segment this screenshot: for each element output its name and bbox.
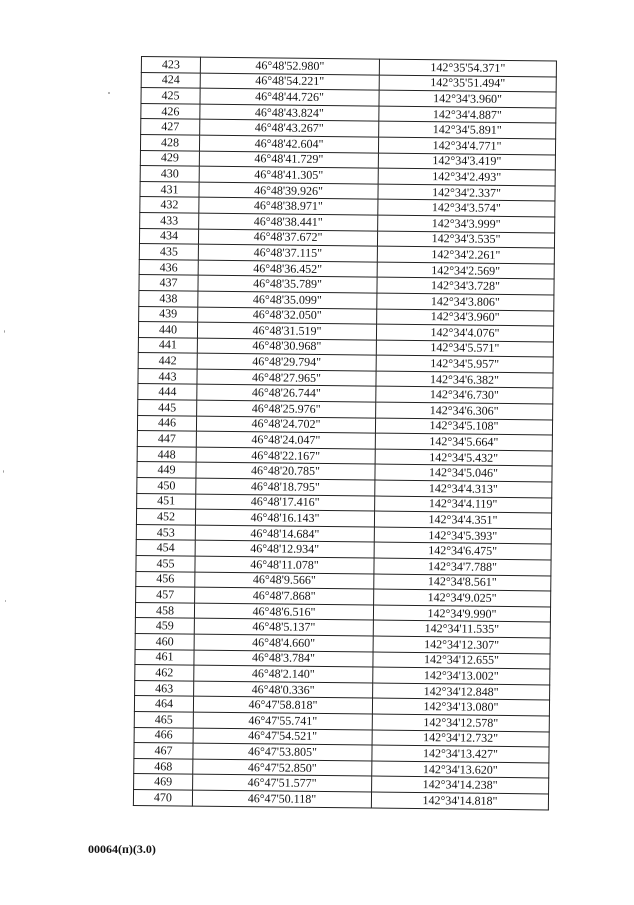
- latitude-cell: 46°48'18.795": [196, 478, 375, 496]
- point-number-cell: 458: [135, 602, 194, 618]
- point-number-cell: 451: [137, 493, 196, 509]
- latitude-cell: 46°48'20.785": [196, 463, 375, 481]
- longitude-cell: 142°34'8.561": [374, 574, 551, 592]
- latitude-cell: 46°48'6.516": [194, 603, 373, 621]
- latitude-cell: 46°47'58.818": [193, 696, 372, 714]
- longitude-cell: 142°34'12.732": [372, 730, 549, 748]
- longitude-cell: 142°34'9.990": [373, 605, 550, 623]
- point-number-cell: 448: [137, 446, 196, 462]
- point-number-cell: 463: [135, 680, 194, 696]
- scan-speck: [4, 330, 5, 333]
- point-number-cell: 466: [134, 727, 193, 743]
- longitude-cell: 142°34'6.475": [374, 542, 551, 560]
- point-number-cell: 461: [135, 649, 194, 665]
- latitude-cell: 46°48'39.926": [199, 182, 378, 200]
- longitude-cell: 142°35'51.494": [379, 75, 556, 93]
- longitude-cell: 142°34'13.002": [373, 667, 550, 685]
- point-number-cell: 456: [136, 571, 195, 587]
- point-number-cell: 432: [140, 197, 199, 213]
- longitude-cell: 142°34'5.571": [376, 340, 553, 358]
- longitude-cell: 142°34'5.664": [375, 433, 552, 451]
- latitude-cell: 46°48'41.729": [199, 151, 378, 169]
- point-number-cell: 449: [137, 462, 196, 478]
- longitude-cell: 142°34'3.728": [377, 277, 554, 295]
- latitude-cell: 46°48'52.980": [200, 57, 379, 75]
- scan-speck: [5, 600, 6, 602]
- longitude-cell: 142°34'5.393": [374, 527, 551, 545]
- point-number-cell: 430: [140, 166, 199, 182]
- point-number-cell: 433: [140, 212, 199, 228]
- latitude-cell: 46°48'4.660": [194, 634, 373, 652]
- point-number-cell: 435: [139, 244, 198, 260]
- latitude-cell: 46°47'52.850": [193, 759, 372, 777]
- point-number-cell: 425: [141, 88, 200, 104]
- point-number-cell: 439: [139, 306, 198, 322]
- latitude-cell: 46°48'17.416": [196, 494, 375, 512]
- latitude-cell: 46°48'54.221": [200, 73, 379, 91]
- longitude-cell: 142°34'4.887": [379, 106, 556, 124]
- longitude-cell: 142°34'5.957": [376, 355, 553, 373]
- longitude-cell: 142°34'9.025": [374, 589, 551, 607]
- point-number-cell: 436: [139, 259, 198, 275]
- latitude-cell: 46°47'55.741": [193, 712, 372, 730]
- longitude-cell: 142°34'12.578": [372, 714, 549, 732]
- longitude-cell: 142°34'14.818": [371, 792, 548, 810]
- point-number-cell: 441: [138, 337, 197, 353]
- longitude-cell: 142°34'12.307": [373, 636, 550, 654]
- latitude-cell: 46°48'24.047": [196, 431, 375, 449]
- point-number-cell: 428: [140, 134, 199, 150]
- latitude-cell: 46°48'30.968": [197, 338, 376, 356]
- latitude-cell: 46°48'37.115": [198, 244, 377, 262]
- point-number-cell: 426: [141, 103, 200, 119]
- latitude-cell: 46°48'41.305": [199, 166, 378, 184]
- latitude-cell: 46°48'2.140": [194, 665, 373, 683]
- document-code: 00064(п)(3.0): [88, 842, 156, 856]
- latitude-cell: 46°48'35.099": [198, 291, 377, 309]
- longitude-cell: 142°34'5.046": [375, 464, 552, 482]
- longitude-cell: 142°34'4.313": [375, 480, 552, 498]
- latitude-cell: 46°48'22.167": [196, 447, 375, 465]
- latitude-cell: 46°47'53.805": [193, 743, 372, 761]
- point-number-cell: 450: [137, 478, 196, 494]
- longitude-cell: 142°34'4.771": [378, 137, 555, 155]
- point-number-cell: 457: [136, 587, 195, 603]
- latitude-cell: 46°48'44.726": [200, 88, 379, 106]
- latitude-cell: 46°48'32.050": [198, 307, 377, 325]
- latitude-cell: 46°47'54.521": [193, 728, 372, 746]
- latitude-cell: 46°47'51.577": [193, 774, 372, 792]
- latitude-cell: 46°48'43.267": [200, 120, 379, 138]
- longitude-cell: 142°34'3.999": [378, 215, 555, 233]
- point-number-cell: 442: [138, 353, 197, 369]
- point-number-cell: 468: [134, 758, 193, 774]
- latitude-cell: 46°48'43.824": [200, 104, 379, 122]
- latitude-cell: 46°48'37.672": [198, 229, 377, 247]
- longitude-cell: 142°34'6.730": [376, 387, 553, 405]
- point-number-cell: 438: [139, 290, 198, 306]
- longitude-cell: 142°34'2.337": [378, 184, 555, 202]
- latitude-cell: 46°48'38.971": [199, 197, 378, 215]
- latitude-cell: 46°48'36.452": [198, 260, 377, 278]
- point-number-cell: 427: [141, 119, 200, 135]
- longitude-cell: 142°34'6.382": [376, 371, 553, 389]
- point-number-cell: 423: [141, 57, 200, 73]
- latitude-cell: 46°48'31.519": [197, 322, 376, 340]
- latitude-cell: 46°48'27.965": [197, 369, 376, 387]
- point-number-cell: 424: [141, 72, 200, 88]
- longitude-cell: 142°34'5.432": [375, 449, 552, 467]
- point-number-cell: 454: [136, 540, 195, 556]
- longitude-cell: 142°34'5.891": [379, 121, 556, 139]
- point-number-cell: 453: [136, 524, 195, 540]
- point-number-cell: 469: [134, 774, 193, 790]
- longitude-cell: 142°34'2.261": [377, 246, 554, 264]
- latitude-cell: 46°48'26.744": [197, 385, 376, 403]
- longitude-cell: 142°34'3.419": [378, 153, 555, 171]
- point-number-cell: 467: [134, 743, 193, 759]
- longitude-cell: 142°34'7.788": [374, 558, 551, 576]
- longitude-cell: 142°34'3.960": [377, 309, 554, 327]
- latitude-cell: 46°48'14.684": [195, 525, 374, 543]
- latitude-cell: 46°48'42.604": [199, 135, 378, 153]
- longitude-cell: 142°35'54.371": [379, 59, 556, 77]
- longitude-cell: 142°34'4.076": [376, 324, 553, 342]
- latitude-cell: 46°48'29.794": [197, 353, 376, 371]
- longitude-cell: 142°34'5.108": [375, 418, 552, 436]
- point-number-cell: 444: [138, 384, 197, 400]
- latitude-cell: 46°48'11.078": [195, 556, 374, 574]
- scan-speck: [108, 92, 110, 94]
- longitude-cell: 142°34'13.620": [372, 761, 549, 779]
- point-number-cell: 459: [135, 618, 194, 634]
- latitude-cell: 46°48'9.566": [195, 572, 374, 590]
- point-number-cell: 431: [140, 181, 199, 197]
- longitude-cell: 142°34'4.351": [374, 511, 551, 529]
- longitude-cell: 142°34'11.535": [373, 620, 550, 638]
- point-number-cell: 465: [134, 711, 193, 727]
- longitude-cell: 142°34'2.493": [378, 168, 555, 186]
- point-number-cell: 445: [138, 400, 197, 416]
- longitude-cell: 142°34'13.080": [372, 698, 549, 716]
- longitude-cell: 142°34'2.569": [377, 262, 554, 280]
- longitude-cell: 142°34'3.535": [377, 231, 554, 249]
- latitude-cell: 46°48'12.934": [195, 541, 374, 559]
- point-number-cell: 443: [138, 368, 197, 384]
- point-number-cell: 455: [136, 555, 195, 571]
- coordinates-table-body: [133, 57, 556, 810]
- latitude-cell: 46°48'0.336": [194, 681, 373, 699]
- latitude-cell: 46°48'16.143": [195, 509, 374, 527]
- longitude-cell: 142°34'14.238": [372, 776, 549, 794]
- latitude-cell: 46°48'5.137": [194, 618, 373, 636]
- point-number-cell: 464: [134, 696, 193, 712]
- point-number-cell: 434: [139, 228, 198, 244]
- coordinates-table: [133, 56, 557, 810]
- table-row: [133, 789, 548, 809]
- latitude-cell: 46°47'50.118": [192, 790, 371, 808]
- longitude-cell: 142°34'6.306": [376, 402, 553, 420]
- latitude-cell: 46°48'24.702": [196, 416, 375, 434]
- point-number-cell: 460: [135, 633, 194, 649]
- latitude-cell: 46°48'25.976": [197, 400, 376, 418]
- point-number-cell: 462: [135, 665, 194, 681]
- longitude-cell: 142°34'3.960": [379, 90, 556, 108]
- latitude-cell: 46°48'7.868": [195, 587, 374, 605]
- point-number-cell: 452: [136, 509, 195, 525]
- point-number-cell: 470: [133, 789, 192, 805]
- longitude-cell: 142°34'3.806": [377, 293, 554, 311]
- longitude-cell: 142°34'4.119": [375, 496, 552, 514]
- longitude-cell: 142°34'12.655": [373, 652, 550, 670]
- latitude-cell: 46°48'3.784": [194, 650, 373, 668]
- latitude-cell: 46°48'38.441": [199, 213, 378, 231]
- point-number-cell: 440: [138, 322, 197, 338]
- point-number-cell: 447: [137, 431, 196, 447]
- scan-speck: [3, 470, 4, 473]
- longitude-cell: 142°34'3.574": [378, 199, 555, 217]
- point-number-cell: 429: [140, 150, 199, 166]
- point-number-cell: 446: [137, 415, 196, 431]
- longitude-cell: 142°34'12.848": [373, 683, 550, 701]
- point-number-cell: 437: [139, 275, 198, 291]
- latitude-cell: 46°48'35.789": [198, 275, 377, 293]
- longitude-cell: 142°34'13.427": [372, 745, 549, 763]
